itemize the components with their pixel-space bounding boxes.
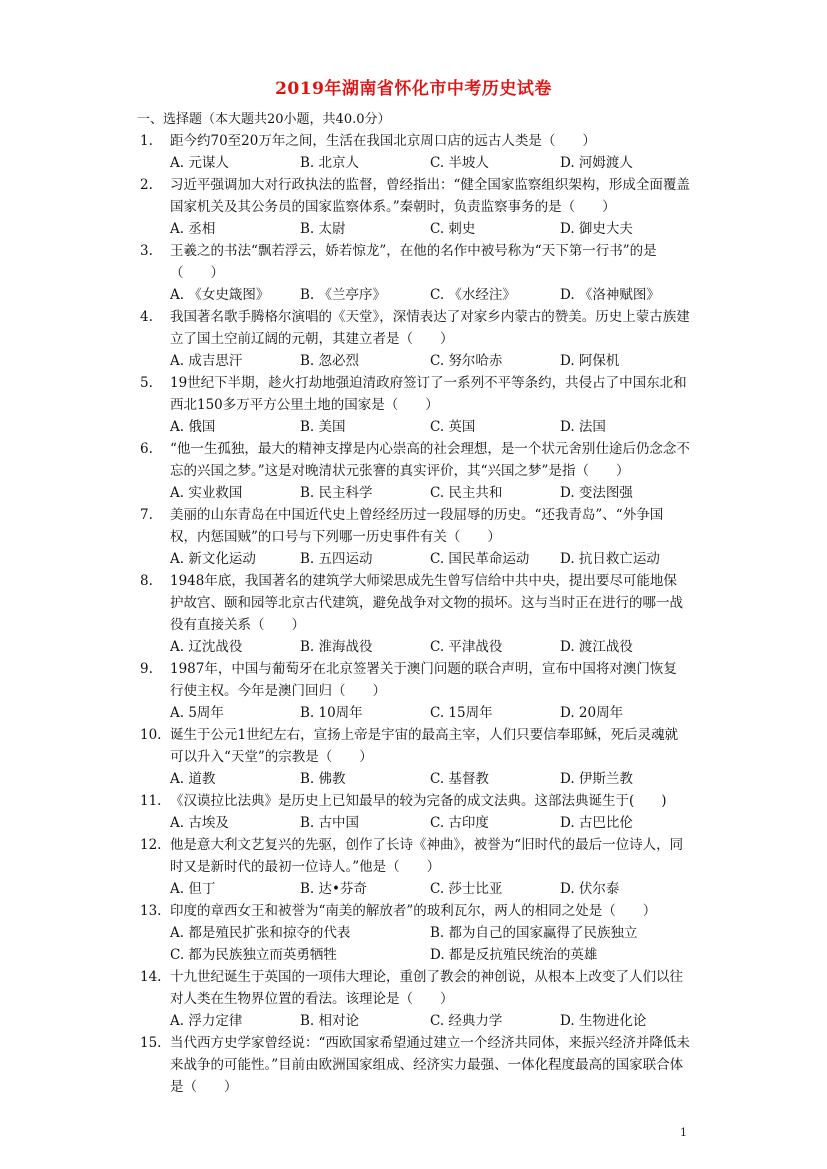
question-number: 1. (140, 133, 153, 149)
answer-option[interactable]: C. 经典力学 (430, 1013, 503, 1029)
answer-option[interactable]: A. 但丁 (170, 881, 216, 897)
answer-option[interactable]: C. 国民革命运动 (430, 551, 530, 567)
answer-option[interactable]: D. 河姆渡人 (560, 155, 633, 171)
question-item (0, 658, 827, 724)
question-item (0, 504, 827, 570)
answer-option[interactable]: D. 都是反抗殖民统治的英雄 (430, 947, 598, 963)
answer-option[interactable]: C. 半坡人 (430, 155, 489, 171)
answer-option[interactable]: B. 太尉 (300, 221, 346, 237)
answer-option[interactable]: A. 古埃及 (170, 815, 229, 831)
answer-option[interactable]: D. 伏尔泰 (560, 881, 620, 897)
question-stem: 距今约70至20万年之间，生活在我国北京周口店的远古人类是（ ） (170, 133, 596, 149)
option-list (170, 482, 690, 504)
question-item (0, 790, 827, 834)
option-list (170, 416, 690, 438)
question-number: 2. (140, 177, 153, 193)
option-list (170, 548, 690, 570)
option-list (170, 1010, 690, 1032)
question-number: 15. (140, 1035, 162, 1051)
answer-option[interactable]: B. 美国 (300, 419, 346, 435)
option-list (170, 702, 690, 724)
question-stem: 习近平强调加大对行政执法的监督，曾经指出：“健全国家监察组织架构，形成全面覆盖国家机关及其公务员的国家监察体系。”秦朝时，负责监察事务的是（ ） (170, 177, 690, 215)
question-number: 3. (140, 243, 153, 259)
answer-option[interactable]: B. 北京人 (300, 155, 360, 171)
answer-option[interactable]: C. 基督教 (430, 771, 489, 787)
answer-option[interactable]: D. 渡江战役 (560, 639, 633, 655)
answer-option[interactable]: B. 忽必烈 (300, 353, 360, 369)
question-number: 4. (140, 309, 153, 325)
answer-option[interactable]: B. 达•芬奇 (300, 881, 367, 897)
question-number: 9. (140, 661, 153, 677)
option-list (170, 350, 690, 372)
question-stem: 1948年底，我国著名的建筑学大师梁思成先生曾写信给中共中央，提出要尽可能地保护故宫、颐和园等北京古代建筑，避免战争对文物的损坏。这与当时正在进行的哪一战役有直接关系（ ） (170, 573, 683, 633)
answer-option[interactable]: C. 都为民族独立而英勇牺牲 (170, 947, 337, 963)
answer-option[interactable]: C. 《水经注》 (430, 287, 516, 303)
answer-option[interactable]: C. 15周年 (430, 705, 493, 721)
answer-option[interactable]: B. 10周年 (300, 705, 363, 721)
answer-option[interactable]: A. 浮力定律 (170, 1013, 243, 1029)
answer-option[interactable]: C. 刺史 (430, 221, 476, 237)
question-number: 14. (140, 969, 162, 985)
answer-option[interactable]: D. 《洛神赋图》 (560, 287, 660, 303)
answer-option[interactable]: A. 元谋人 (170, 155, 229, 171)
question-item (0, 724, 827, 790)
question-stem: 19世纪下半期，趁火打劫地强迫清政府签订了一系列不平等条约，共侵占了中国东北和西北150多万平方公里土地的国家是（ ） (170, 375, 687, 413)
question-item (0, 900, 827, 966)
option-list (170, 812, 690, 834)
answer-option[interactable]: A. 成吉思汗 (170, 353, 243, 369)
question-stem: 当代西方史学家曾经说：“西欧国家希望通过建立一个经济共同体，来振兴经济并降低未来战争的可能性。”目前由欧洲国家组成、经济实力最强、一体化程度最高的国家联合体是（ ） (170, 1035, 690, 1095)
page-title: 2019年湖南省怀化市中考历史试卷 (275, 79, 552, 99)
answer-option[interactable]: B. 相对论 (300, 1013, 360, 1029)
answer-option[interactable]: B. 淮海战役 (300, 639, 373, 655)
question-number: 13. (140, 903, 162, 919)
answer-option[interactable]: A. 都是殖民扩张和掠夺的代表 (170, 925, 351, 941)
question-stem: “他一生孤独，最大的精神支撑是内心崇高的社会理想，是一个状元舍别仕途后仍念念不忘的兴国之梦。”这是对晚清状元张謇的真实评价，其“兴国之梦”是指（ ） (170, 441, 690, 479)
option-list (170, 768, 690, 790)
answer-option[interactable]: D. 20周年 (560, 705, 624, 721)
option-list (170, 636, 690, 658)
question-item (0, 306, 827, 372)
question-item (0, 438, 827, 504)
answer-option[interactable]: C. 民主共和 (430, 485, 503, 501)
answer-option[interactable]: C. 努尔哈赤 (430, 353, 503, 369)
answer-option[interactable]: C. 莎士比亚 (430, 881, 503, 897)
answer-option[interactable]: D. 阿保机 (560, 353, 620, 369)
question-item (0, 372, 827, 438)
question-stem: 王羲之的书法“飘若浮云，娇若惊龙”，在他的名作中被号称为“天下第一行书”的是（ ） (170, 243, 657, 281)
answer-option[interactable]: A. 《女史箴图》 (170, 287, 270, 303)
question-number: 5. (140, 375, 153, 391)
option-list (170, 218, 690, 240)
answer-option[interactable]: A. 丞相 (170, 221, 216, 237)
answer-option[interactable]: D. 生物进化论 (560, 1013, 647, 1029)
question-item (0, 130, 827, 174)
answer-option[interactable]: D. 伊斯兰教 (560, 771, 633, 787)
answer-option[interactable]: A. 俄国 (170, 419, 216, 435)
answer-option[interactable]: C. 平津战役 (430, 639, 503, 655)
answer-option[interactable]: A. 辽沈战役 (170, 639, 243, 655)
answer-option[interactable]: C. 古印度 (430, 815, 489, 831)
answer-option[interactable]: A. 道教 (170, 771, 216, 787)
answer-option[interactable]: B. 《兰亭序》 (300, 287, 387, 303)
question-number: 11. (140, 793, 162, 809)
question-item (0, 570, 827, 658)
page-number: 1 (680, 1126, 687, 1139)
question-item (0, 174, 827, 240)
answer-option[interactable]: A. 5周年 (170, 705, 224, 721)
question-stem: 他是意大利文艺复兴的先驱，创作了长诗《神曲》，被誉为“旧时代的最后一位诗人，同时又是新时代的最初一位诗人。”他是（ ） (170, 837, 684, 875)
answer-option[interactable]: B. 佛教 (300, 771, 346, 787)
answer-option[interactable]: D. 古巴比伦 (560, 815, 633, 831)
question-number: 10. (140, 727, 162, 743)
answer-option[interactable]: D. 变法图强 (560, 485, 633, 501)
question-list (0, 130, 827, 1098)
answer-option[interactable]: D. 法国 (560, 419, 606, 435)
answer-option[interactable]: A. 实业救国 (170, 485, 243, 501)
question-item (0, 966, 827, 1032)
option-list (170, 922, 690, 966)
question-number: 12. (140, 837, 162, 853)
question-item (0, 834, 827, 900)
question-stem: 我国著名歌手腾格尔演唱的《天堂》，深情表达了对家乡内蒙古的赞美。历史上蒙古族建立了国土空前辽阔的元朝，其建立者是（ ） (170, 309, 690, 347)
question-item (0, 1032, 827, 1098)
question-number: 8. (140, 573, 153, 589)
question-stem: 印度的章西女王和被誉为“南美的解放者”的玻利瓦尔，两人的相同之处是（ ） (170, 903, 657, 919)
question-item (0, 240, 827, 306)
question-stem: 1987年，中国与葡萄牙在北京签署关于澳门问题的联合声明，宣布中国将对澳门恢复行使主权。今年是澳门回归（ ） (170, 661, 677, 699)
answer-option[interactable]: C. 英国 (430, 419, 476, 435)
question-number: 6. (140, 441, 153, 457)
question-number: 7. (140, 507, 153, 523)
question-stem: 《汉谟拉比法典》是历史上已知最早的较为完备的成文法典。这部法典诞生于( ) (170, 793, 667, 809)
answer-option[interactable]: D. 抗日救亡运动 (560, 551, 660, 567)
answer-option[interactable]: B. 民主科学 (300, 485, 373, 501)
option-list (170, 284, 690, 306)
answer-option[interactable]: D. 御史大夫 (560, 221, 633, 237)
answer-option[interactable]: B. 都为自己的国家赢得了民族独立 (430, 925, 638, 941)
option-list (170, 152, 690, 174)
option-list (170, 878, 690, 900)
answer-option[interactable]: B. 古中国 (300, 815, 360, 831)
question-stem: 美丽的山东青岛在中国近代史上曾经经历过一段屈辱的历史。“还我青岛”、“外争国权，内惩国贼”的口号与下列哪一历史事件有关（ ） (170, 507, 664, 545)
question-stem: 十九世纪诞生于英国的一项伟大理论，重创了教会的神创说，从根本上改变了人们以往对人类在生物界位置的看法。该理论是（ ） (170, 969, 683, 1007)
section-header: 一、选择题（本大题共20小题，共40.0分） (137, 112, 391, 127)
question-stem: 诞生于公元1世纪左右，宣扬上帝是宇宙的最高主宰，人们只要信奉耶稣，死后灵魂就可以升入“天堂”的宗教是（ ） (170, 727, 679, 765)
answer-option[interactable]: B. 五四运动 (300, 551, 373, 567)
answer-option[interactable]: A. 新文化运动 (170, 551, 256, 567)
